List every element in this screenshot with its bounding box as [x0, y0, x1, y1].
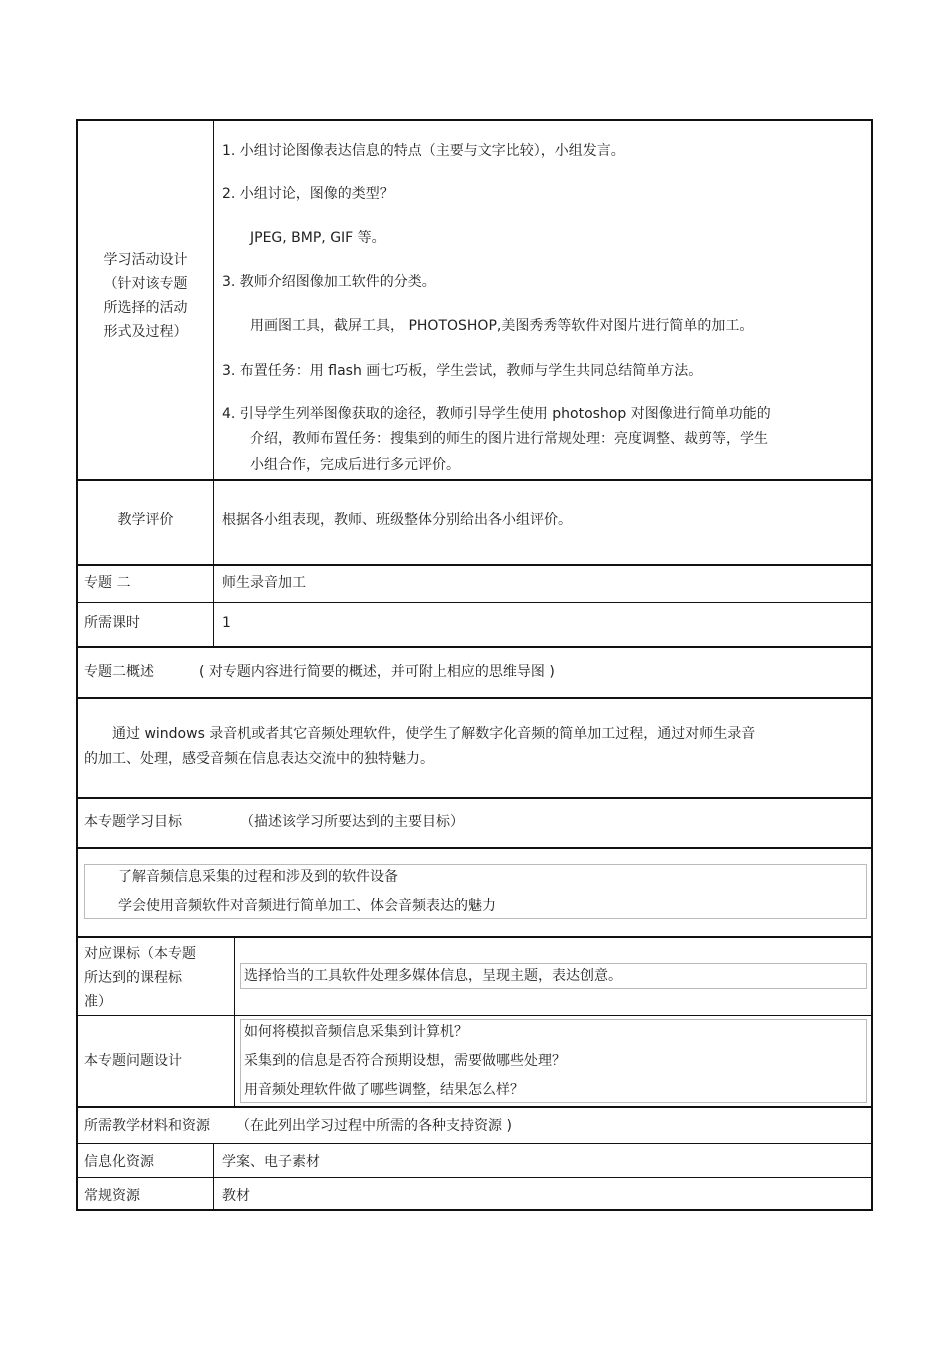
row-divider — [76, 847, 873, 849]
it-resources-value: 学案、电子素材 — [222, 1154, 320, 1170]
activity-item-4-line2: 介绍，教师布置任务：搜集到的师生的图片进行常规处理：亮度调整、裁剪等，学生 — [250, 431, 768, 447]
row-divider — [76, 1015, 873, 1016]
row-divider — [76, 564, 873, 566]
it-resources-label: 信息化资源 — [84, 1154, 154, 1170]
row-divider — [76, 602, 873, 603]
row-divider — [76, 1177, 873, 1178]
regular-resources-label: 常规资源 — [84, 1188, 140, 1204]
col-divider-mid — [234, 937, 235, 1107]
standard-label: 对应课标（本专题 所达到的课程标 准） — [84, 946, 196, 1010]
activity-item-3b: 3. 布置任务：用 flash 画七巧板，学生尝试，教师与学生共同总结简单方法。 — [222, 363, 703, 379]
goals-label: 本专题学习目标 — [84, 814, 182, 830]
row-divider — [76, 936, 873, 938]
activity-item-1: 1. 小组讨论图像表达信息的特点（主要与文字比较），小组发言。 — [222, 143, 625, 159]
activity-item-4-line1: 4. 引导学生列举图像获取的途径，教师引导学生使用 photoshop 对图像进行简单功能的 — [222, 406, 771, 422]
goals-hint: （描述该学习所要达到的主要目标） — [240, 814, 464, 830]
row-divider — [76, 697, 873, 699]
activity-item-4-line3: 小组合作，完成后进行多元评价。 — [250, 457, 460, 473]
standard-text: 选择恰当的工具软件处理多媒体信息，呈现主题，表达创意。 — [244, 968, 622, 984]
evaluation-label: 教学评价 — [117, 512, 174, 528]
overview-hint: ( 对专题内容进行简要的概述，并可附上相应的思维导图 ) — [199, 664, 555, 680]
overview-label: 专题二概述 — [84, 664, 154, 680]
goal-item: 学会使用音频软件对音频进行简单加工、体会音频表达的魅力 — [118, 898, 496, 914]
materials-hint: （在此列出学习过程中所需的各种支持资源 ) — [236, 1118, 512, 1134]
hours-label: 所需课时 — [84, 615, 140, 631]
activity-item-2: 2. 小组讨论，图像的类型？ — [222, 186, 394, 202]
activity-item-3: 3. 教师介绍图像加工软件的分类。 — [222, 274, 436, 290]
goal-item: 了解音频信息采集的过程和涉及到的软件设备 — [118, 869, 398, 885]
overview-line-2: 的加工、处理，感受音频在信息表达交流中的独特魅力。 — [84, 751, 434, 767]
col-divider-top — [213, 120, 214, 646]
question-item: 用音频处理软件做了哪些调整，结果怎么样？ — [244, 1082, 524, 1098]
activity-label: 学习活动设计 （针对该专题 所选择的活动 形式及过程） — [103, 252, 188, 340]
row-divider — [76, 1143, 873, 1144]
question-item: 如何将模拟音频信息采集到计算机？ — [244, 1024, 468, 1040]
materials-label: 所需教学材料和资源 — [84, 1118, 210, 1134]
overview-line-1: 通过 windows 录音机或者其它音频处理软件，使学生了解数字化音频的简单加工过程，通过对师生录音 — [112, 726, 756, 742]
row-divider — [76, 479, 873, 481]
topic-value: 师生录音加工 — [222, 575, 306, 591]
regular-resources-value: 教材 — [222, 1188, 250, 1204]
row-divider — [76, 1106, 873, 1108]
evaluation-text: 根据各小组表现，教师、班级整体分别给出各小组评价。 — [222, 512, 572, 528]
activity-item-2-sub: JPEG, BMP, GIF 等。 — [250, 230, 386, 246]
row-divider — [76, 797, 873, 799]
topic-label: 专题 二 — [84, 575, 131, 591]
activity-item-3-sub: 用画图工具，截屏工具， PHOTOSHOP,美图秀秀等软件对图片进行简单的加工。 — [250, 318, 754, 334]
row-divider — [76, 646, 873, 648]
question-item: 采集到的信息是否符合预期设想，需要做哪些处理？ — [244, 1053, 566, 1069]
hours-value: 1 — [222, 615, 231, 631]
questions-label: 本专题问题设计 — [84, 1053, 182, 1069]
